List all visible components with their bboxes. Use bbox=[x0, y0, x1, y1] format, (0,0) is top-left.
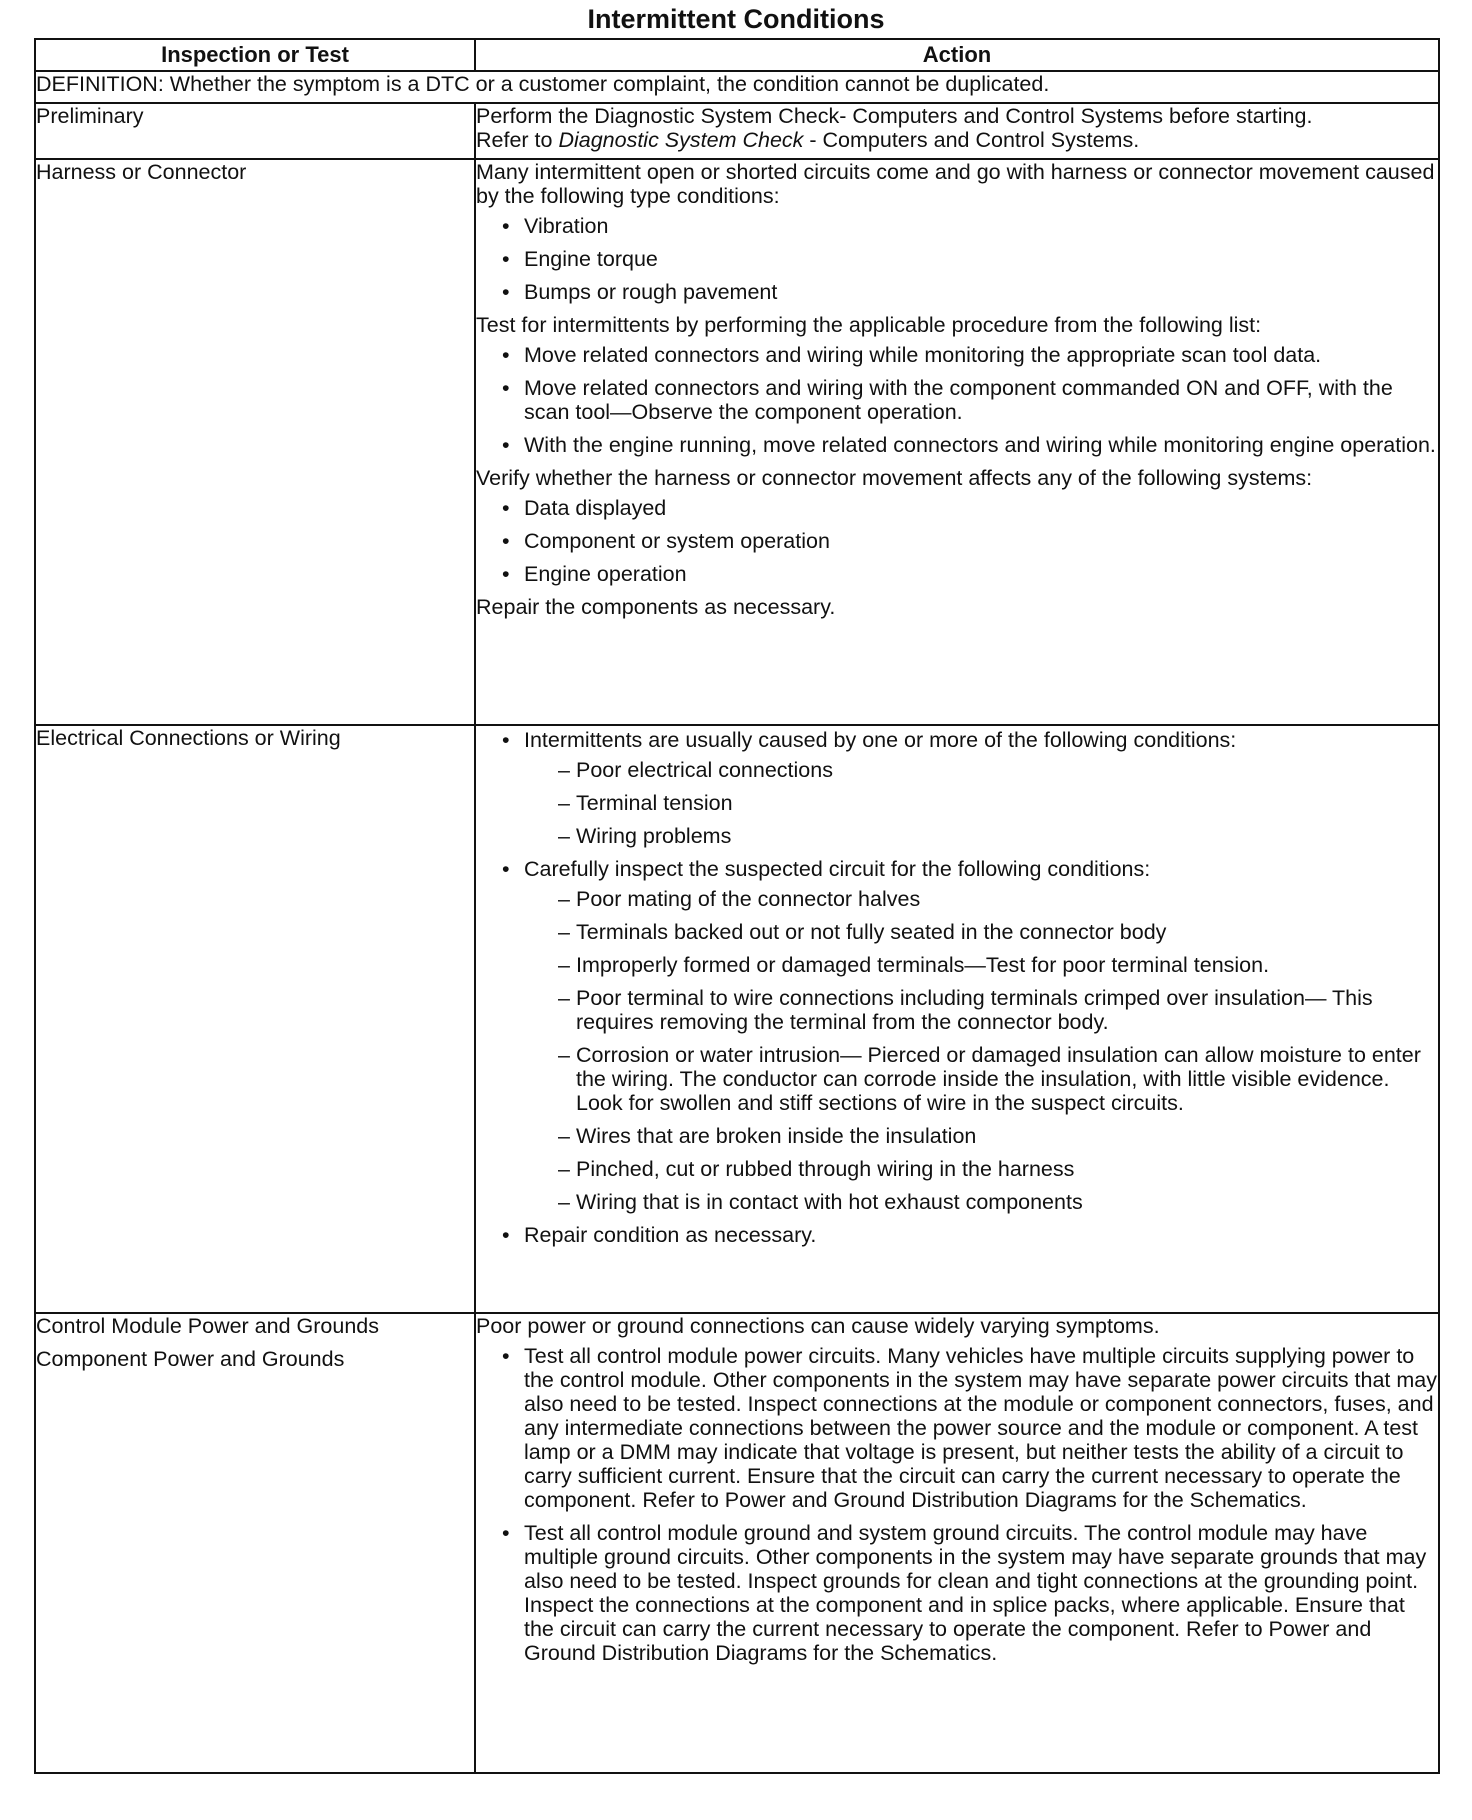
list-item: • Test all control module power circuits. Many vehicles have multiple circuits supplying power to the control module. Other components in the system may have separate power circuits that may also need to be tested. Inspect connections at the module or component connectors, fuses, and any intermediate connections between the power source and the module or component. A test lamp or a DMM may indicate that voltage is present, but neither tests the ability of a circuit to carry sufficient current. Ensure that the circuit can carry the current necessary to operate the component. Refer to Power and Ground Distribution Diagrams for the Schematics. bbox=[500, 1344, 1438, 1512]
list-item: • Move related connectors and wiring while monitoring the appropriate scan tool data. bbox=[500, 343, 1438, 367]
list-item: – Wires that are broken inside the insulation bbox=[558, 1124, 1438, 1148]
list-item: • Repair condition as necessary. bbox=[500, 1223, 1438, 1247]
list-item: • Move related connectors and wiring with the component commanded ON and OFF, with the scan tool—Observe the component operation. bbox=[500, 376, 1438, 424]
action-electrical bbox=[475, 725, 1439, 1313]
action-harness bbox=[475, 159, 1439, 725]
list-item: – Poor terminal to wire connections including terminals crimped over insulation— This requires removing the terminal from the connector body. bbox=[558, 986, 1438, 1034]
header-inspection-or-test: Inspection or Test bbox=[35, 39, 475, 71]
list-item: – Wiring problems bbox=[558, 824, 1438, 848]
control-intro: Poor power or ground connections can cause widely varying symptoms. bbox=[476, 1314, 1160, 1338]
row-label-preliminary: Preliminary bbox=[35, 103, 475, 159]
electrical-causes-list bbox=[524, 758, 1438, 848]
list-item bbox=[500, 857, 1438, 1214]
list-item: • Engine torque bbox=[500, 247, 1438, 271]
list-item: • Bumps or rough pavement bbox=[500, 280, 1438, 304]
intermittent-conditions-table bbox=[34, 38, 1440, 1774]
definition-cell: DEFINITION: Whether the symptom is a DTC or a customer complaint, the condition cannot be duplicated. bbox=[35, 71, 1439, 103]
row-label-control bbox=[35, 1313, 475, 1773]
list-item bbox=[500, 728, 1438, 848]
table-row bbox=[35, 103, 1439, 159]
row-label-harness: Harness or Connector bbox=[35, 159, 475, 725]
preliminary-line2-post: - Computers and Control Systems. bbox=[803, 128, 1140, 152]
header-action: Action bbox=[475, 39, 1439, 71]
electrical-list bbox=[476, 728, 1438, 1247]
list-item: – Wiring that is in contact with hot exhaust components bbox=[558, 1190, 1438, 1214]
row-label-control-module: Control Module Power and Grounds bbox=[36, 1314, 379, 1338]
harness-tests-list bbox=[476, 343, 1438, 457]
electrical-inspect-list bbox=[524, 887, 1438, 1214]
list-item: • Data displayed bbox=[500, 496, 1438, 520]
list-item: – Terminal tension bbox=[558, 791, 1438, 815]
harness-intro: Many intermittent open or shorted circuits come and go with harness or connector movement caused by the following type conditions: bbox=[476, 160, 1435, 208]
table-row bbox=[35, 159, 1439, 725]
electrical-bullet1: Intermittents are usually caused by one or more of the following conditions: bbox=[524, 728, 1237, 752]
list-item: • With the engine running, move related connectors and wiring while monitoring engine operation. bbox=[500, 433, 1438, 457]
harness-verify-intro: Verify whether the harness or connector movement affects any of the following systems: bbox=[476, 466, 1313, 490]
list-item: • Engine operation bbox=[500, 562, 1438, 586]
harness-systems-list bbox=[476, 496, 1438, 586]
harness-test-intro: Test for intermittents by performing the applicable procedure from the following list: bbox=[476, 313, 1262, 337]
action-control bbox=[475, 1313, 1439, 1773]
harness-conditions-list bbox=[476, 214, 1438, 304]
definition-row bbox=[35, 71, 1439, 103]
list-item: • Vibration bbox=[500, 214, 1438, 238]
list-item: – Improperly formed or damaged terminals—Test for poor terminal tension. bbox=[558, 953, 1438, 977]
diagnostic-system-check-reference: Diagnostic System Check bbox=[558, 128, 804, 152]
table-row bbox=[35, 725, 1439, 1313]
preliminary-line2 bbox=[476, 128, 1438, 152]
list-item: • Test all control module ground and system ground circuits. The control module may have multiple ground circuits. Other components in the system may have separate grounds that may also need to be tested. Inspect grounds for clean and tight connections at the grounding point. Inspect the connections at the component and in splice packs, where applicable. Ensure that the circuit can carry the current necessary to operate the component. Refer to Power and Ground Distribution Diagrams for the Schematics. bbox=[500, 1521, 1438, 1665]
list-item: – Pinched, cut or rubbed through wiring in the harness bbox=[558, 1157, 1438, 1181]
table-row bbox=[35, 1313, 1439, 1773]
list-item: • Component or system operation bbox=[500, 529, 1438, 553]
list-item: – Poor electrical connections bbox=[558, 758, 1438, 782]
row-label-component: Component Power and Grounds bbox=[36, 1347, 345, 1371]
row-label-electrical: Electrical Connections or Wiring bbox=[35, 725, 475, 1313]
list-item: – Poor mating of the connector halves bbox=[558, 887, 1438, 911]
header-row bbox=[35, 39, 1439, 71]
preliminary-line2-pre: Refer to bbox=[476, 128, 559, 152]
control-list bbox=[476, 1344, 1438, 1665]
list-item: – Corrosion or water intrusion— Pierced or damaged insulation can allow moisture to enter the wiring. The conductor can corrode inside the insulation, with little visible evidence. Look for swollen and stiff sections of wire in the suspect circuits. bbox=[558, 1043, 1438, 1115]
action-preliminary bbox=[475, 103, 1439, 159]
preliminary-line1: Perform the Diagnostic System Check- Computers and Control Systems before starting. bbox=[476, 104, 1313, 128]
electrical-bullet2: Carefully inspect the suspected circuit for the following conditions: bbox=[524, 857, 1151, 881]
list-item: – Terminals backed out or not fully seated in the connector body bbox=[558, 920, 1438, 944]
page-title: Intermittent Conditions bbox=[587, 4, 885, 34]
harness-repair: Repair the components as necessary. bbox=[476, 595, 836, 619]
